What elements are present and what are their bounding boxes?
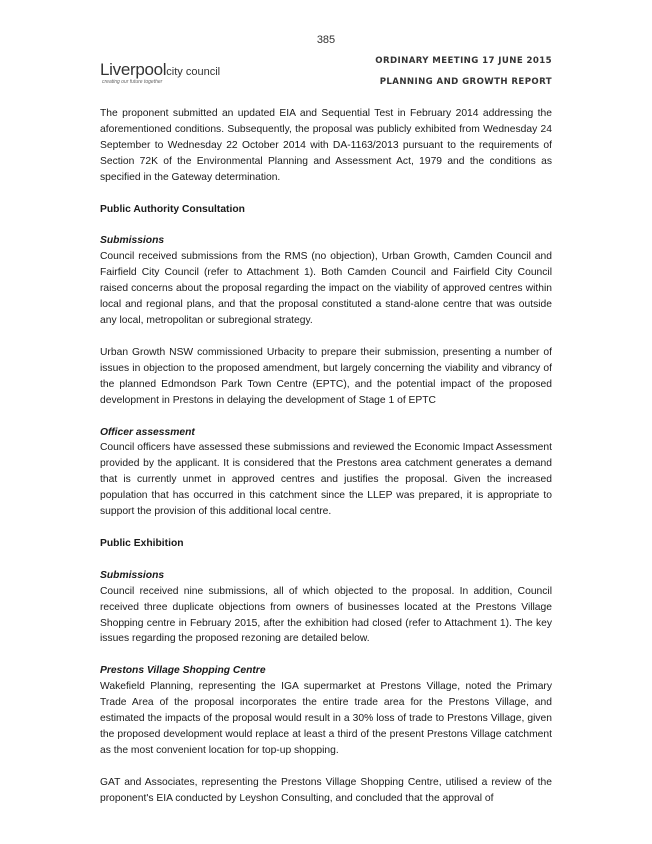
logo-suffix: city council — [166, 66, 221, 78]
report-title: PLANNING AND GROWTH REPORT — [379, 77, 552, 87]
heading-public-authority-consultation: Public Authority Consultation — [100, 203, 245, 215]
meeting-title: ORDINARY MEETING 17 JUNE 2015 — [375, 56, 552, 66]
paragraph-wakefield-planning: Wakefield Planning, representing the IGA supermarket at Prestons Village, noted the Primary Trade Area of the proposal incorporates the entire trade area for the Prestons Village, and estimated the impacts of the proposal would result in a 30% loss of trade to Prestons Village, given the proposed development would replace at least a third of the present Prestons Village catchment as the most convenient location for top-up shopping. — [100, 681, 552, 756]
council-logo — [100, 60, 220, 85]
subheading-officer-assessment: Officer assessment — [100, 426, 195, 438]
report-body — [100, 106, 552, 807]
heading-public-exhibition: Public Exhibition — [100, 537, 184, 549]
paragraph-council-submissions: Council received submissions from the RMS (no objection), Urban Growth, Camden Council and Fairfield City Council (refer to Attachment 1). Both Camden Council and Fairfield City Council raised concerns about the proposal regarding the impact on the viability of approved centres within local and regional plans, and that the proposal constituted a stand-alone centre that was outside any local, metropolitan or subregional strategy. — [100, 251, 552, 326]
subheading-submissions: Submissions — [100, 235, 165, 247]
paragraph-gat-associates: GAT and Associates, representing the Prestons Village Shopping Centre, utilised a review of the proponent's EIA conducted by Leyshon Consulting, and concluded that the approval of — [100, 776, 552, 804]
paragraph-nine-submissions: Council received nine submissions, all of which objected to the proposal. In addition, Council received three duplicate objections from owners of businesses located at the Prestons Village Shopping centre in February 2015, after the exhibition had closed (refer to Attachment 1). The key issues regarding the proposed rezoning are detailed below. — [100, 585, 552, 645]
subheading-prestons-village: Prestons Village Shopping Centre — [100, 665, 266, 677]
subheading-submissions: Submissions — [100, 569, 165, 581]
paragraph-eia-exhibition: The proponent submitted an updated EIA and Sequential Test in February 2014 addressing the aforementioned conditions. Subsequently, the proposal was publicly exhibited from Wednesday 24 September to Wednesday 22 October 2014 with DA-1163/2013 pursuant to the requirements of Section 72K of the Environmental Planning and Assessment Act, 1979 and the conditions as specified in the Gateway determination. — [100, 108, 552, 183]
paragraph-urban-growth: Urban Growth NSW commissioned Urbacity to prepare their submission, presenting a number of issues in objection to the proposed amendment, but largely concerning the viability and vibrancy of the planned Edmondson Park Town Centre (EPTC), and the potential impact of the proposed development in Prestons in delaying the development of Stage 1 of EPTC — [100, 346, 552, 406]
logo-wordmark — [100, 60, 220, 80]
logo-tagline: creating our future together — [102, 79, 163, 85]
page-number: 385 — [316, 34, 336, 46]
logo-name: Liverpool — [100, 60, 167, 79]
paragraph-officer-assessment: Council officers have assessed these submissions and reviewed the Economic Impact Assessment provided by the applicant. It is considered that the Prestons area catchment generates a demand that is currently unmet in approved centres and justifies the proposal. Given the increased population that has occurred in this catchment since the LLEP was prepared, it is appropriate to support the provision of this additional local centre. — [100, 442, 552, 518]
